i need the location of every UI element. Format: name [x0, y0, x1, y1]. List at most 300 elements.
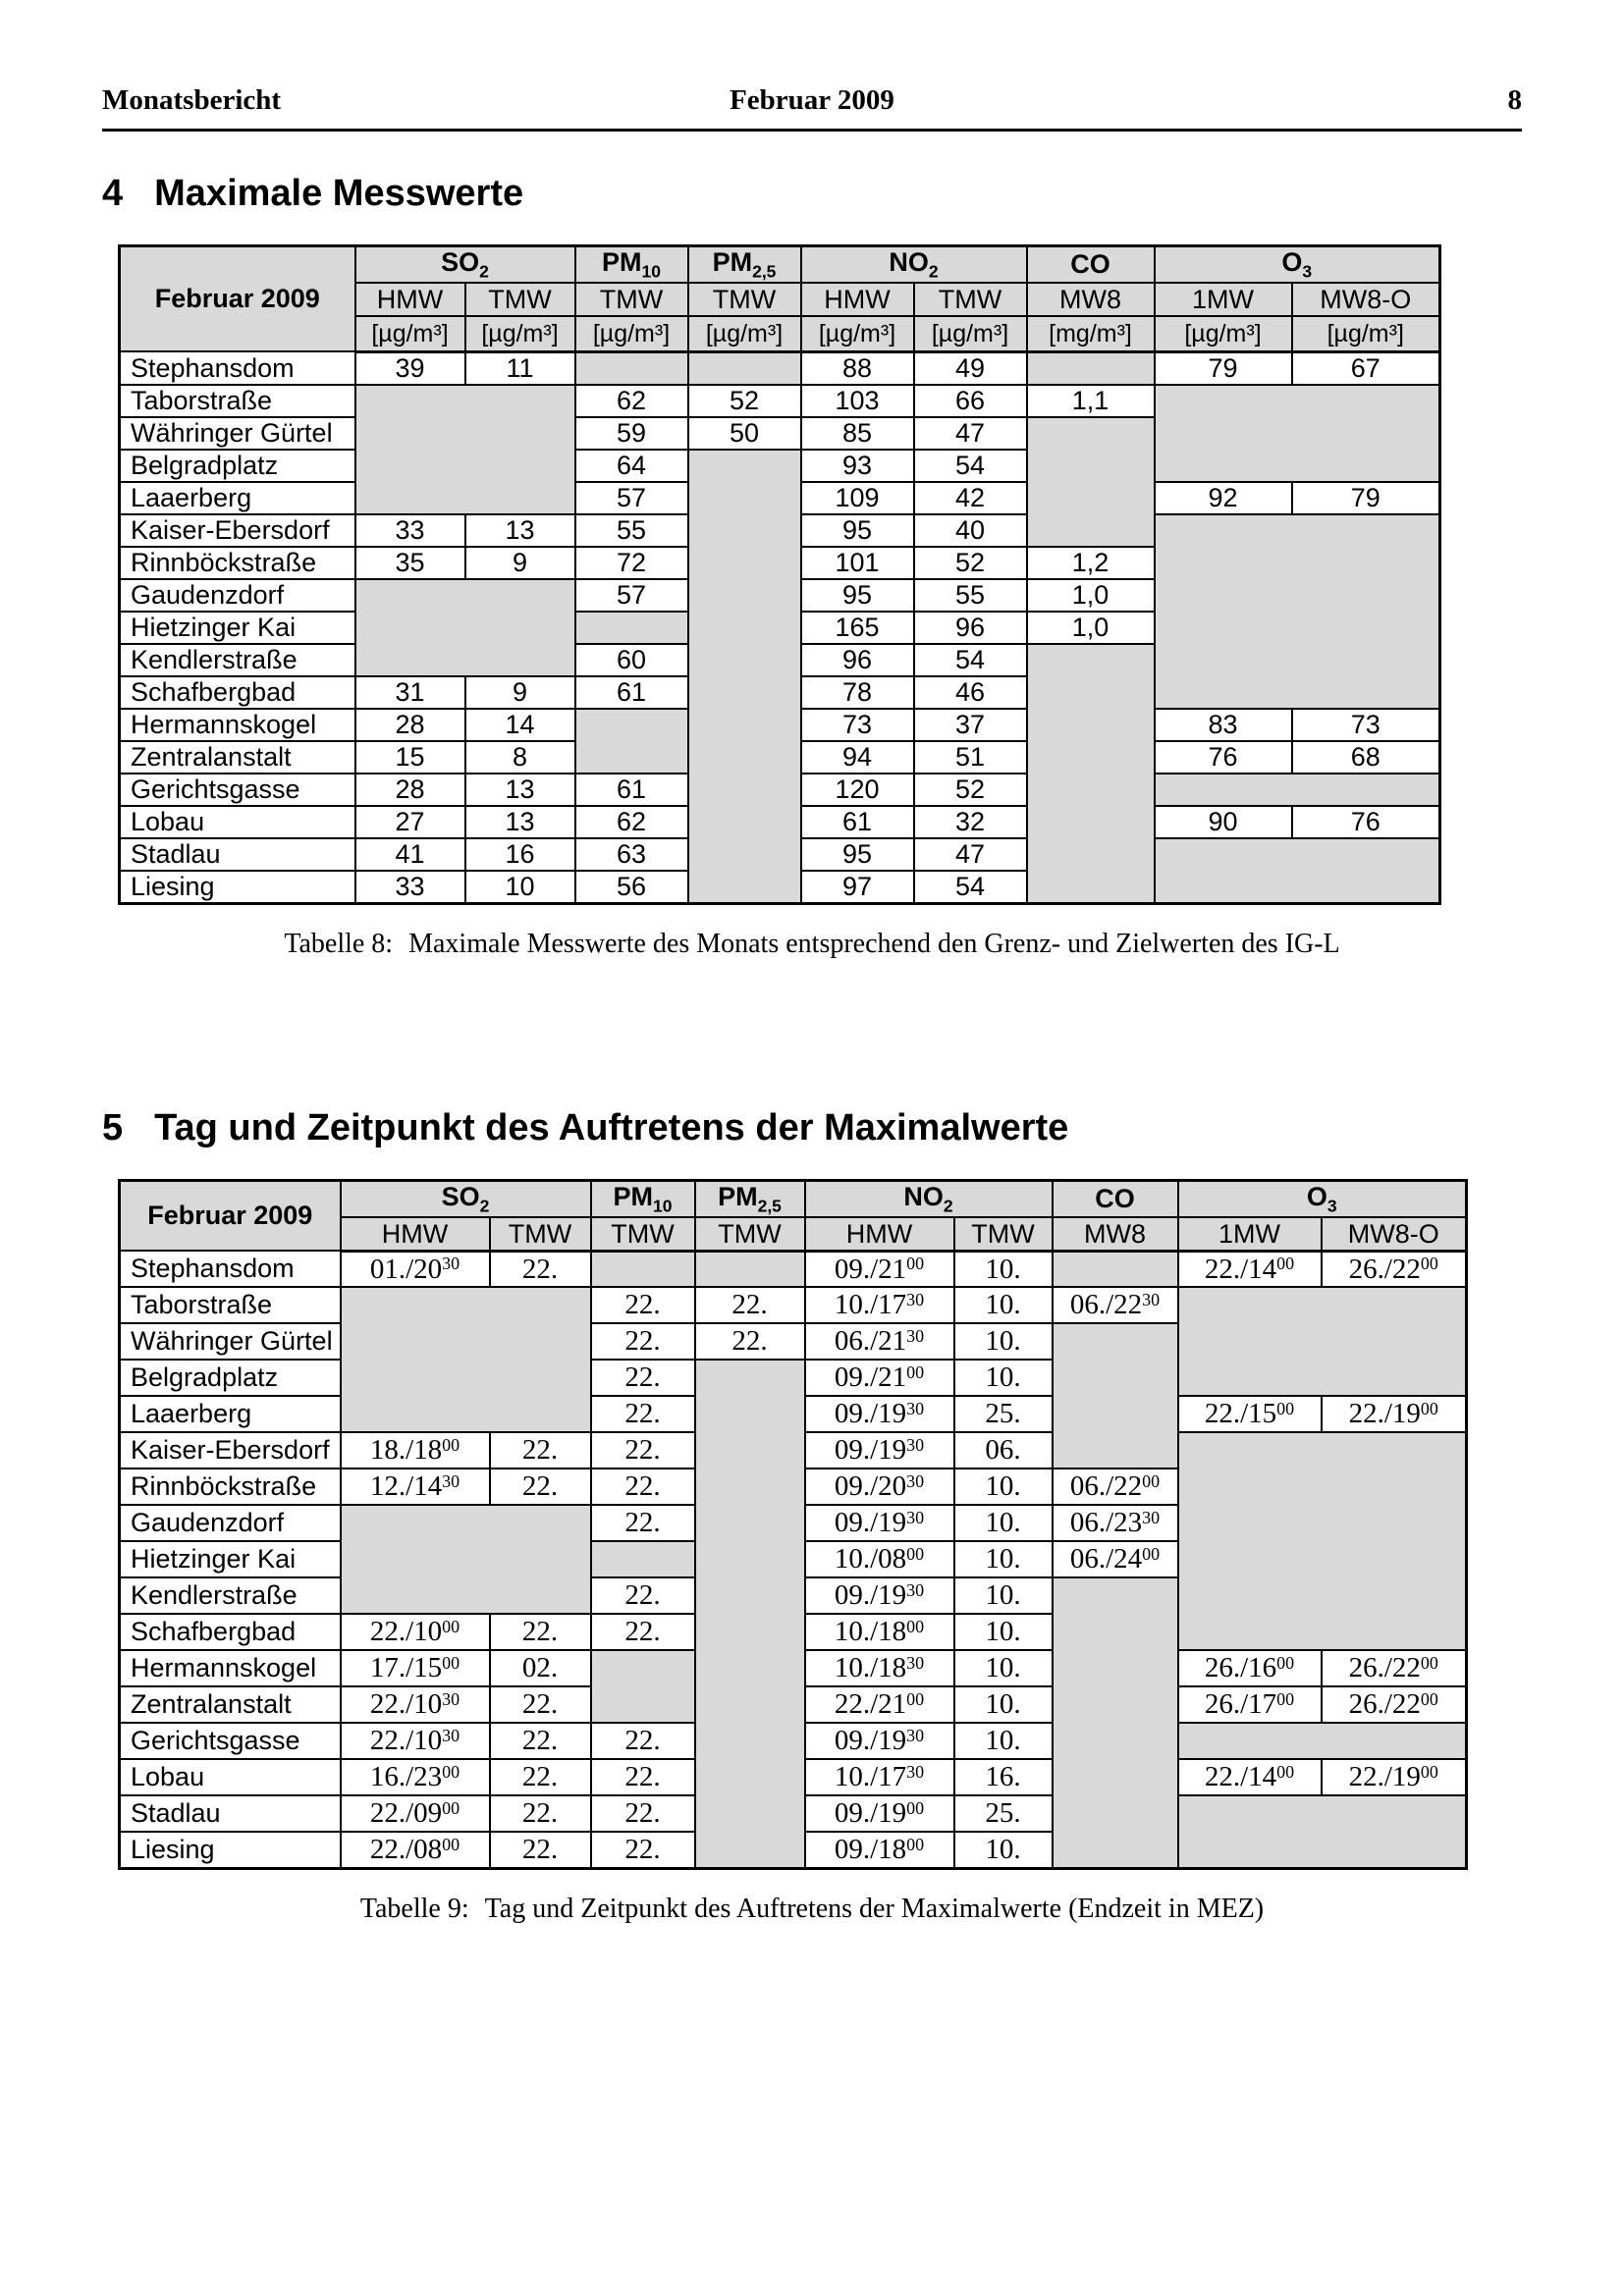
value-cell: 55 [914, 579, 1027, 612]
column-subheader: TMW [695, 1217, 805, 1251]
value-cell: 78 [801, 676, 914, 709]
column-unit: [µg/m³] [1292, 316, 1440, 351]
value-cell: 97 [801, 871, 914, 904]
value-cell: 76 [1292, 806, 1440, 838]
value-cell: 10. [954, 1287, 1053, 1323]
value-cell: 109 [801, 482, 914, 514]
value-cell: 54 [914, 644, 1027, 676]
section-4-heading [102, 173, 1522, 215]
column-subheader: MW8-O [1322, 1217, 1467, 1251]
station-cell: Laaerberg [120, 482, 355, 514]
value-cell: 22. [591, 1759, 695, 1795]
value-cell: 22. [490, 1432, 591, 1468]
value-cell: 22. [591, 1577, 695, 1614]
time-superscript: 00 [442, 1762, 460, 1783]
value-cell: $16./23^{00}$ [341, 1759, 490, 1795]
empty-cell [1053, 1577, 1178, 1868]
value-cell: 22. [490, 1795, 591, 1832]
value-cell: $06./21^{30}$ [805, 1323, 954, 1360]
value-cell: 22. [591, 1795, 695, 1832]
value-cell: 22. [490, 1723, 591, 1759]
value-cell: 22. [490, 1832, 591, 1868]
value-cell: 22. [490, 1614, 591, 1650]
value-cell: 61 [801, 806, 914, 838]
value-cell: 96 [801, 644, 914, 676]
pollutant-subscript: 10 [652, 1196, 673, 1216]
value-cell: 93 [801, 450, 914, 482]
value-cell: $22./14^{00}$ [1178, 1251, 1322, 1287]
time-superscript: 30 [906, 1290, 925, 1310]
value-cell: 51 [914, 741, 1027, 774]
value-cell: 22. [591, 1360, 695, 1396]
empty-cell [1155, 514, 1440, 709]
value-cell: $22./10^{30}$ [341, 1686, 490, 1723]
time-superscript: 30 [906, 1726, 925, 1746]
column-unit: [µg/m³] [575, 316, 688, 351]
column-unit: [µg/m³] [688, 316, 801, 351]
value-cell: 25. [954, 1795, 1053, 1832]
station-cell: Liesing [120, 871, 355, 904]
value-cell: $10./17^{30}$ [805, 1287, 954, 1323]
time-superscript: 30 [906, 1471, 925, 1492]
table-row [120, 1251, 1467, 1287]
time-superscript: 30 [442, 1254, 460, 1274]
pollutant-subscript: 3 [1302, 261, 1313, 282]
value-cell: 22. [695, 1323, 805, 1360]
value-cell: $06./22^{30}$ [1053, 1287, 1178, 1323]
column-unit: [µg/m³] [801, 316, 914, 351]
value-cell: 50 [688, 417, 801, 450]
value-cell: 90 [1155, 806, 1292, 838]
value-cell: $06./22^{00}$ [1053, 1468, 1178, 1505]
value-cell: $22./15^{00}$ [1178, 1396, 1322, 1432]
time-superscript: 30 [442, 1689, 460, 1710]
column-group-header-so2: $SO_2$ [341, 1180, 591, 1217]
column-subheader: TMW [465, 283, 575, 316]
section-4-number: 4 [102, 173, 124, 214]
pollutant-subscript: 2 [928, 261, 939, 282]
station-cell: Hietzinger Kai [120, 1541, 341, 1577]
station-cell: Währinger Gürtel [120, 1323, 341, 1360]
table-row [120, 1287, 1467, 1323]
station-cell: Kaiser-Ebersdorf [120, 514, 355, 547]
value-cell: $22./09^{00}$ [341, 1795, 490, 1832]
station-cell: Zentralanstalt [120, 741, 355, 774]
pollutant-subscript: 2,5 [757, 1196, 782, 1216]
value-cell: $18./18^{00}$ [341, 1432, 490, 1468]
time-superscript: 00 [442, 1653, 460, 1674]
station-cell: Zentralanstalt [120, 1686, 341, 1723]
value-cell: $01./20^{30}$ [341, 1251, 490, 1287]
section-5-number: 5 [102, 1106, 124, 1148]
empty-cell [1178, 1432, 1467, 1650]
value-cell: $09./18^{00}$ [805, 1832, 954, 1868]
value-cell: 49 [914, 351, 1027, 385]
value-cell: 33 [355, 871, 465, 904]
pollutant-subscript: 2,5 [752, 261, 777, 282]
maximalwerte-zeitpunkt-table [118, 1179, 1468, 1870]
time-superscript: 00 [906, 1798, 925, 1819]
value-cell: $10./08^{00}$ [805, 1541, 954, 1577]
column-unit: [µg/m³] [914, 316, 1027, 351]
station-cell: Gerichtsgasse [120, 774, 355, 806]
empty-cell [591, 1650, 695, 1723]
station-cell: Liesing [120, 1832, 341, 1868]
table-9-caption [102, 1894, 1522, 1925]
empty-cell [591, 1251, 695, 1287]
value-cell: 55 [575, 514, 688, 547]
value-cell: 54 [914, 871, 1027, 904]
value-cell: 73 [1292, 709, 1440, 741]
value-cell: 120 [801, 774, 914, 806]
pollutant-subscript: 3 [1326, 1196, 1337, 1216]
column-subheader: HMW [801, 283, 914, 316]
value-cell: $06./23^{30}$ [1053, 1505, 1178, 1541]
empty-cell [1155, 385, 1440, 482]
time-superscript: 30 [1142, 1508, 1161, 1528]
value-cell: $12./14^{30}$ [341, 1468, 490, 1505]
value-cell: 13 [465, 806, 575, 838]
value-cell: $22./14^{00}$ [1178, 1759, 1322, 1795]
station-cell: Kendlerstraße [120, 644, 355, 676]
station-cell: Schafbergbad [120, 1614, 341, 1650]
time-superscript: 00 [906, 1834, 925, 1854]
time-superscript: 30 [906, 1580, 925, 1601]
station-cell: Lobau [120, 1759, 341, 1795]
time-superscript: 00 [906, 1617, 925, 1637]
value-cell: 79 [1292, 482, 1440, 514]
time-superscript: 00 [1142, 1471, 1161, 1492]
page-header [102, 84, 1522, 117]
value-cell: 11 [465, 351, 575, 385]
time-superscript: 00 [1276, 1689, 1295, 1710]
value-cell: 02. [490, 1650, 591, 1686]
station-cell: Gerichtsgasse [120, 1723, 341, 1759]
table-8-caption-label: Tabelle 8: [284, 928, 394, 959]
page-number: 8 [1507, 84, 1522, 116]
value-cell: $09./19^{30}$ [805, 1396, 954, 1432]
value-cell: 06. [954, 1432, 1053, 1468]
value-cell: 1,1 [1027, 385, 1155, 417]
value-cell: 1,2 [1027, 547, 1155, 579]
empty-cell [1027, 644, 1155, 904]
time-superscript: 00 [906, 1544, 925, 1565]
time-superscript: 00 [1276, 1653, 1295, 1674]
column-subheader: HMW [341, 1217, 490, 1251]
empty-cell [1053, 1251, 1178, 1287]
column-group-header-co: CO [1027, 246, 1155, 284]
value-cell: 96 [914, 612, 1027, 644]
column-group-header-so2: $SO_2$ [355, 246, 575, 284]
maximale-messwerte-table [118, 244, 1441, 905]
value-cell: 57 [575, 579, 688, 612]
value-cell: 22. [490, 1468, 591, 1505]
value-cell: 22. [591, 1723, 695, 1759]
column-subheader: MW8-O [1292, 283, 1440, 316]
value-cell: 101 [801, 547, 914, 579]
value-cell: 95 [801, 838, 914, 871]
value-cell: 95 [801, 579, 914, 612]
time-superscript: 00 [906, 1362, 925, 1383]
value-cell: 10. [954, 1323, 1053, 1360]
value-cell: 13 [465, 514, 575, 547]
value-cell: 10. [954, 1541, 1053, 1577]
value-cell: 22. [591, 1468, 695, 1505]
pollutant-subscript: 10 [641, 261, 661, 282]
value-cell: 10. [954, 1577, 1053, 1614]
value-cell: 22. [695, 1287, 805, 1323]
value-cell: 64 [575, 450, 688, 482]
empty-cell [1155, 838, 1440, 904]
value-cell: $22./08^{00}$ [341, 1832, 490, 1868]
station-cell: Rinnböckstraße [120, 547, 355, 579]
time-superscript: 30 [906, 1653, 925, 1674]
value-cell: 35 [355, 547, 465, 579]
station-cell: Gaudenzdorf [120, 1505, 341, 1541]
station-cell: Hermannskogel [120, 709, 355, 741]
cell [120, 1180, 1467, 1217]
station-cell: Taborstraße [120, 1287, 341, 1323]
column-group-header-co: CO [1053, 1180, 1178, 1217]
time-superscript: 00 [1276, 1254, 1295, 1274]
value-cell: 16. [954, 1759, 1053, 1795]
pollutant-subscript: 2 [479, 1196, 490, 1216]
station-cell: Schafbergbad [120, 676, 355, 709]
value-cell: 76 [1155, 741, 1292, 774]
station-cell: Lobau [120, 806, 355, 838]
value-cell: 22. [591, 1396, 695, 1432]
value-cell: 10 [465, 871, 575, 904]
empty-cell [575, 351, 688, 385]
time-superscript: 30 [442, 1471, 460, 1492]
column-unit: [µg/m³] [1155, 316, 1292, 351]
value-cell: 28 [355, 709, 465, 741]
time-superscript: 00 [1420, 1399, 1438, 1419]
value-cell: 52 [688, 385, 801, 417]
value-cell: 63 [575, 838, 688, 871]
value-cell: 46 [914, 676, 1027, 709]
station-cell: Rinnböckstraße [120, 1468, 341, 1505]
station-cell: Stadlau [120, 1795, 341, 1832]
station-cell: Stadlau [120, 838, 355, 871]
station-cell: Taborstraße [120, 385, 355, 417]
station-cell: Kendlerstraße [120, 1577, 341, 1614]
page-header-center: Februar 2009 [730, 84, 894, 116]
column-subheader: TMW [688, 283, 801, 316]
empty-cell [575, 612, 688, 644]
time-superscript: 30 [906, 1508, 925, 1528]
time-superscript: 00 [442, 1798, 460, 1819]
column-subheader: TMW [575, 283, 688, 316]
station-cell: Gaudenzdorf [120, 579, 355, 612]
column-subheader: MW8 [1053, 1217, 1178, 1251]
time-superscript: 00 [1276, 1399, 1295, 1419]
value-cell: $09./19^{30}$ [805, 1723, 954, 1759]
value-cell: 32 [914, 806, 1027, 838]
column-unit: [mg/m³] [1027, 316, 1155, 351]
value-cell: 22. [591, 1614, 695, 1650]
value-cell: 33 [355, 514, 465, 547]
value-cell: 10. [954, 1614, 1053, 1650]
value-cell: 14 [465, 709, 575, 741]
value-cell: 40 [914, 514, 1027, 547]
value-cell: 52 [914, 547, 1027, 579]
header-rule [102, 129, 1522, 132]
value-cell: $26./22^{00}$ [1322, 1251, 1467, 1287]
empty-cell [695, 1251, 805, 1287]
column-subheader: 1MW [1178, 1217, 1322, 1251]
time-superscript: 30 [1142, 1290, 1161, 1310]
value-cell: $09./21^{00}$ [805, 1251, 954, 1287]
empty-cell [575, 709, 688, 774]
empty-cell [1027, 351, 1155, 385]
value-cell: 9 [465, 547, 575, 579]
value-cell: $09./21^{00}$ [805, 1360, 954, 1396]
column-subheader: HMW [355, 283, 465, 316]
value-cell: 10. [954, 1360, 1053, 1396]
value-cell: 73 [801, 709, 914, 741]
value-cell: 28 [355, 774, 465, 806]
value-cell: 68 [1292, 741, 1440, 774]
station-cell: Laaerberg [120, 1396, 341, 1432]
station-cell: Währinger Gürtel [120, 417, 355, 450]
empty-cell [1178, 1723, 1467, 1759]
table-9-caption-label: Tabelle 9: [359, 1893, 469, 1924]
table-corner-label: Februar 2009 [120, 246, 355, 352]
time-superscript: 30 [906, 1326, 925, 1347]
column-subheader: TMW [914, 283, 1027, 316]
column-subheader: HMW [805, 1217, 954, 1251]
time-superscript: 00 [442, 1617, 460, 1637]
value-cell: 61 [575, 676, 688, 709]
value-cell: 15 [355, 741, 465, 774]
empty-cell [688, 351, 801, 385]
cell [120, 246, 1440, 284]
value-cell: 61 [575, 774, 688, 806]
value-cell: 27 [355, 806, 465, 838]
value-cell: 42 [914, 482, 1027, 514]
value-cell: 10. [954, 1686, 1053, 1723]
table-row [120, 351, 1440, 385]
value-cell: 1,0 [1027, 612, 1155, 644]
value-cell: 39 [355, 351, 465, 385]
time-superscript: 00 [442, 1834, 460, 1854]
empty-cell [1053, 1323, 1178, 1468]
time-superscript: 00 [1420, 1762, 1438, 1783]
value-cell: 22. [591, 1287, 695, 1323]
empty-cell [355, 579, 575, 676]
value-cell: $09./20^{30}$ [805, 1468, 954, 1505]
time-superscript: 30 [442, 1726, 460, 1746]
value-cell: 72 [575, 547, 688, 579]
time-superscript: 30 [906, 1762, 925, 1783]
value-cell: 31 [355, 676, 465, 709]
empty-cell [1155, 774, 1440, 806]
column-subheader: TMW [591, 1217, 695, 1251]
column-group-header-pm10: $PM_{10}$ [575, 246, 688, 284]
empty-cell [695, 1360, 805, 1868]
value-cell: 62 [575, 806, 688, 838]
value-cell: 66 [914, 385, 1027, 417]
value-cell: 94 [801, 741, 914, 774]
column-subheader: MW8 [1027, 283, 1155, 316]
value-cell: 22. [490, 1759, 591, 1795]
column-unit: [µg/m³] [465, 316, 575, 351]
value-cell: 10. [954, 1650, 1053, 1686]
value-cell: 25. [954, 1396, 1053, 1432]
value-cell: 62 [575, 385, 688, 417]
column-subheader: TMW [490, 1217, 591, 1251]
value-cell: 103 [801, 385, 914, 417]
time-superscript: 30 [906, 1399, 925, 1419]
value-cell: 37 [914, 709, 1027, 741]
value-cell: $06./24^{00}$ [1053, 1541, 1178, 1577]
value-cell: $09./19^{30}$ [805, 1505, 954, 1541]
time-superscript: 00 [1276, 1762, 1295, 1783]
station-cell: Belgradplatz [120, 450, 355, 482]
value-cell: $09./19^{00}$ [805, 1795, 954, 1832]
value-cell: 41 [355, 838, 465, 871]
value-cell: $17./15^{00}$ [341, 1650, 490, 1686]
value-cell: 57 [575, 482, 688, 514]
value-cell: 16 [465, 838, 575, 871]
value-cell: 47 [914, 417, 1027, 450]
value-cell: $26./22^{00}$ [1322, 1650, 1467, 1686]
table-8-caption-text: Maximale Messwerte des Monats entsprechend den Grenz- und Zielwerten des IG-L [408, 928, 1340, 959]
value-cell: 10. [954, 1832, 1053, 1868]
section-4-title: Maximale Messwerte [154, 173, 524, 214]
column-group-header-no2: $NO_2$ [805, 1180, 1053, 1217]
time-superscript: 00 [1420, 1689, 1438, 1710]
column-group-header-o3: $O_3$ [1155, 246, 1440, 284]
time-superscript: 00 [1420, 1653, 1438, 1674]
column-subheader: TMW [954, 1217, 1053, 1251]
column-group-header-o3: $O_3$ [1178, 1180, 1467, 1217]
time-superscript: 00 [442, 1435, 460, 1456]
value-cell: 165 [801, 612, 914, 644]
value-cell: 13 [465, 774, 575, 806]
value-cell: $09./19^{30}$ [805, 1577, 954, 1614]
value-cell: 10. [954, 1723, 1053, 1759]
empty-cell [355, 385, 575, 514]
station-cell: Stephansdom [120, 1251, 341, 1287]
column-group-header-no2: $NO_2$ [801, 246, 1027, 284]
value-cell: 22. [490, 1686, 591, 1723]
time-superscript: 00 [1420, 1254, 1438, 1274]
value-cell: $10./17^{30}$ [805, 1759, 954, 1795]
value-cell: 56 [575, 871, 688, 904]
column-subheader: 1MW [1155, 283, 1292, 316]
value-cell: $26./17^{00}$ [1178, 1686, 1322, 1723]
pollutant-subscript: 2 [479, 261, 489, 282]
value-cell: $22./21^{00}$ [805, 1686, 954, 1723]
station-cell: Hietzinger Kai [120, 612, 355, 644]
table-9-caption-text: Tag und Zeitpunkt des Auftretens der Maximalwerte (Endzeit in MEZ) [484, 1893, 1265, 1924]
value-cell: 22. [591, 1505, 695, 1541]
empty-cell [1027, 417, 1155, 547]
column-group-header-pm2,5: $PM_{2,5}$ [695, 1180, 805, 1217]
table-row [120, 385, 1440, 417]
table-8-caption [102, 929, 1522, 960]
value-cell: 52 [914, 774, 1027, 806]
value-cell: $22./10^{30}$ [341, 1723, 490, 1759]
value-cell: 22. [490, 1251, 591, 1287]
value-cell: 10. [954, 1468, 1053, 1505]
value-cell: 95 [801, 514, 914, 547]
time-superscript: 00 [1142, 1544, 1161, 1565]
time-superscript: 30 [906, 1435, 925, 1456]
station-cell: Belgradplatz [120, 1360, 341, 1396]
